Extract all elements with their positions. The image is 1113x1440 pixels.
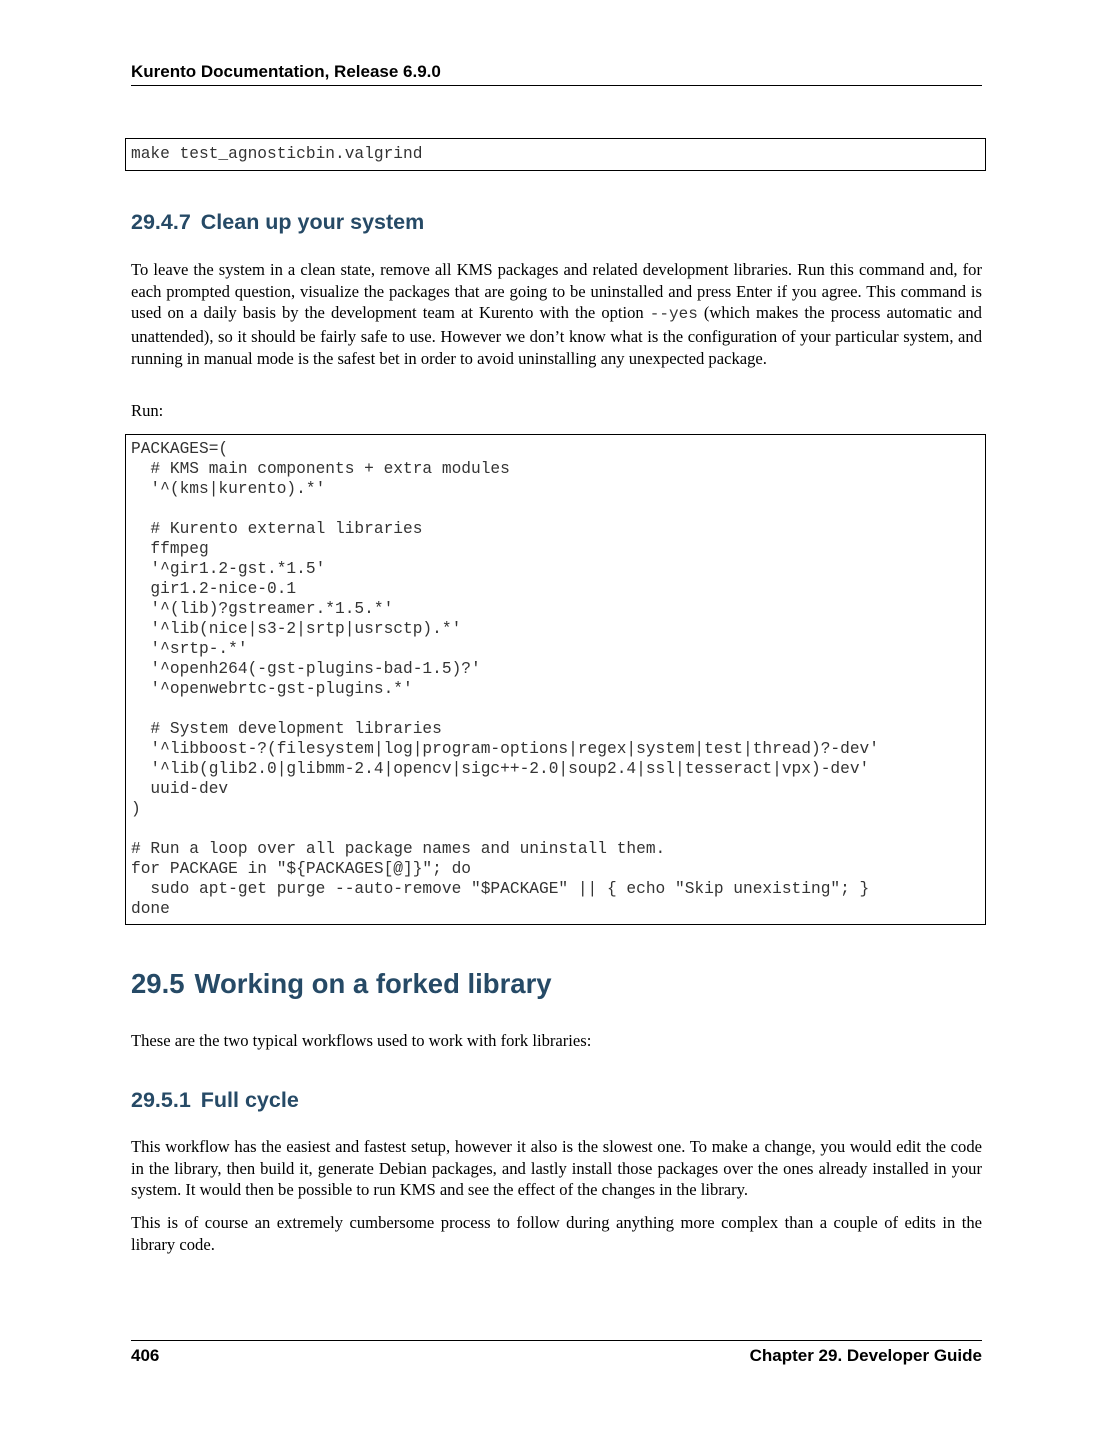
- section-number: 29.5: [131, 968, 185, 999]
- cleanup-paragraph: [131, 259, 982, 370]
- code-block-make: [125, 138, 986, 171]
- code-line: '^lib(nice|s3-2|srtp|usrsctp).*': [131, 620, 462, 638]
- text: (which makes the process automatic and unattended), so it should be fairly safe to use. However we don’t know what is the configuration of your particular system, and running in manual mode is the safest bet in order to avoid uninstalling any unexpected package.: [131, 303, 982, 368]
- code-line: sudo apt-get purge --auto-remove "$PACKAGE" || { echo "Skip unexisting"; }: [131, 880, 870, 898]
- full-cycle-paragraph-2: This is of course an extremely cumbersome process to follow during anything more complex than a couple of edits in the library code.: [131, 1213, 982, 1254]
- code-line: [131, 819, 985, 839]
- code-line: gir1.2-nice-0.1: [131, 580, 297, 598]
- code-line: # Run a loop over all package names and uninstall them.: [131, 840, 666, 858]
- code-line: make test_agnosticbin.valgrind: [131, 145, 423, 163]
- page-number: 406: [131, 1346, 160, 1365]
- code-line: done: [131, 900, 170, 918]
- code-line: '^(kms|kurento).*': [131, 480, 326, 498]
- full-cycle-paragraph-1: This workflow has the easiest and fastest setup, however it also is the slowest one. To make a change, you would edit the code in the library, then build it, generate Debian packages, and lastly install those packages over the ones already installed in your system. It would then be possible to run KMS and see the effect of the changes in the library.: [131, 1137, 982, 1200]
- fork-intro: These are the two typical workflows used to work with fork libraries:: [131, 1031, 592, 1050]
- section-title: Clean up your system: [200, 210, 425, 234]
- code-line: '^libboost-?(filesystem|log|program-options|regex|system|test|thread)?-dev': [131, 740, 879, 758]
- chapter-title: Chapter 29. Developer Guide: [749, 1346, 982, 1365]
- code-line: uuid-dev: [131, 780, 229, 798]
- run-label: Run:: [131, 401, 164, 420]
- section-heading-cleanup: [131, 210, 424, 235]
- section-title: Working on a forked library: [194, 968, 552, 999]
- code-line: [131, 499, 985, 519]
- code-line: for PACKAGE in "${PACKAGES[@]}"; do: [131, 860, 471, 878]
- code-line: ): [131, 800, 141, 818]
- section-heading-fork: [131, 968, 552, 1000]
- section-number: 29.5.1: [131, 1088, 191, 1112]
- code-line: '^openwebrtc-gst-plugins.*': [131, 680, 413, 698]
- section-heading-full-cycle: [131, 1088, 299, 1113]
- code-line: PACKAGES=(: [131, 440, 229, 458]
- code-line: ffmpeg: [131, 540, 209, 558]
- code-line: '^srtp-.*': [131, 640, 248, 658]
- code-block-cleanup: [125, 434, 986, 925]
- code-line: # System development libraries: [131, 720, 442, 738]
- code-line: '^openh264(-gst-plugins-bad-1.5)?': [131, 660, 481, 678]
- running-footer: [131, 1346, 982, 1366]
- running-header: Kurento Documentation, Release 6.9.0: [131, 62, 441, 81]
- header-rule: [131, 85, 982, 86]
- code-line: # Kurento external libraries: [131, 520, 423, 538]
- text: To leave the system in a clean state, remove all KMS packages and related development libraries. Run this command and, for each prompted question, visualize the packages that are going to be uninstalled and press Enter if you agree. This command is used on a daily basis by the development team at Kurento with the option: [131, 260, 982, 323]
- code-line: '^lib(glib2.0|glibmm-2.4|opencv|sigc++-2.0|soup2.4|ssl|tesseract|vpx)-dev': [131, 760, 870, 778]
- code-line: '^gir1.2-gst.*1.5': [131, 560, 326, 578]
- inline-code: --yes: [649, 305, 698, 324]
- footer-rule: [131, 1340, 982, 1341]
- code-line: [131, 699, 985, 719]
- code-line: '^(lib)?gstreamer.*1.5.*': [131, 600, 394, 618]
- section-number: 29.4.7: [131, 210, 191, 234]
- code-line: # KMS main components + extra modules: [131, 460, 510, 478]
- section-title: Full cycle: [200, 1088, 299, 1112]
